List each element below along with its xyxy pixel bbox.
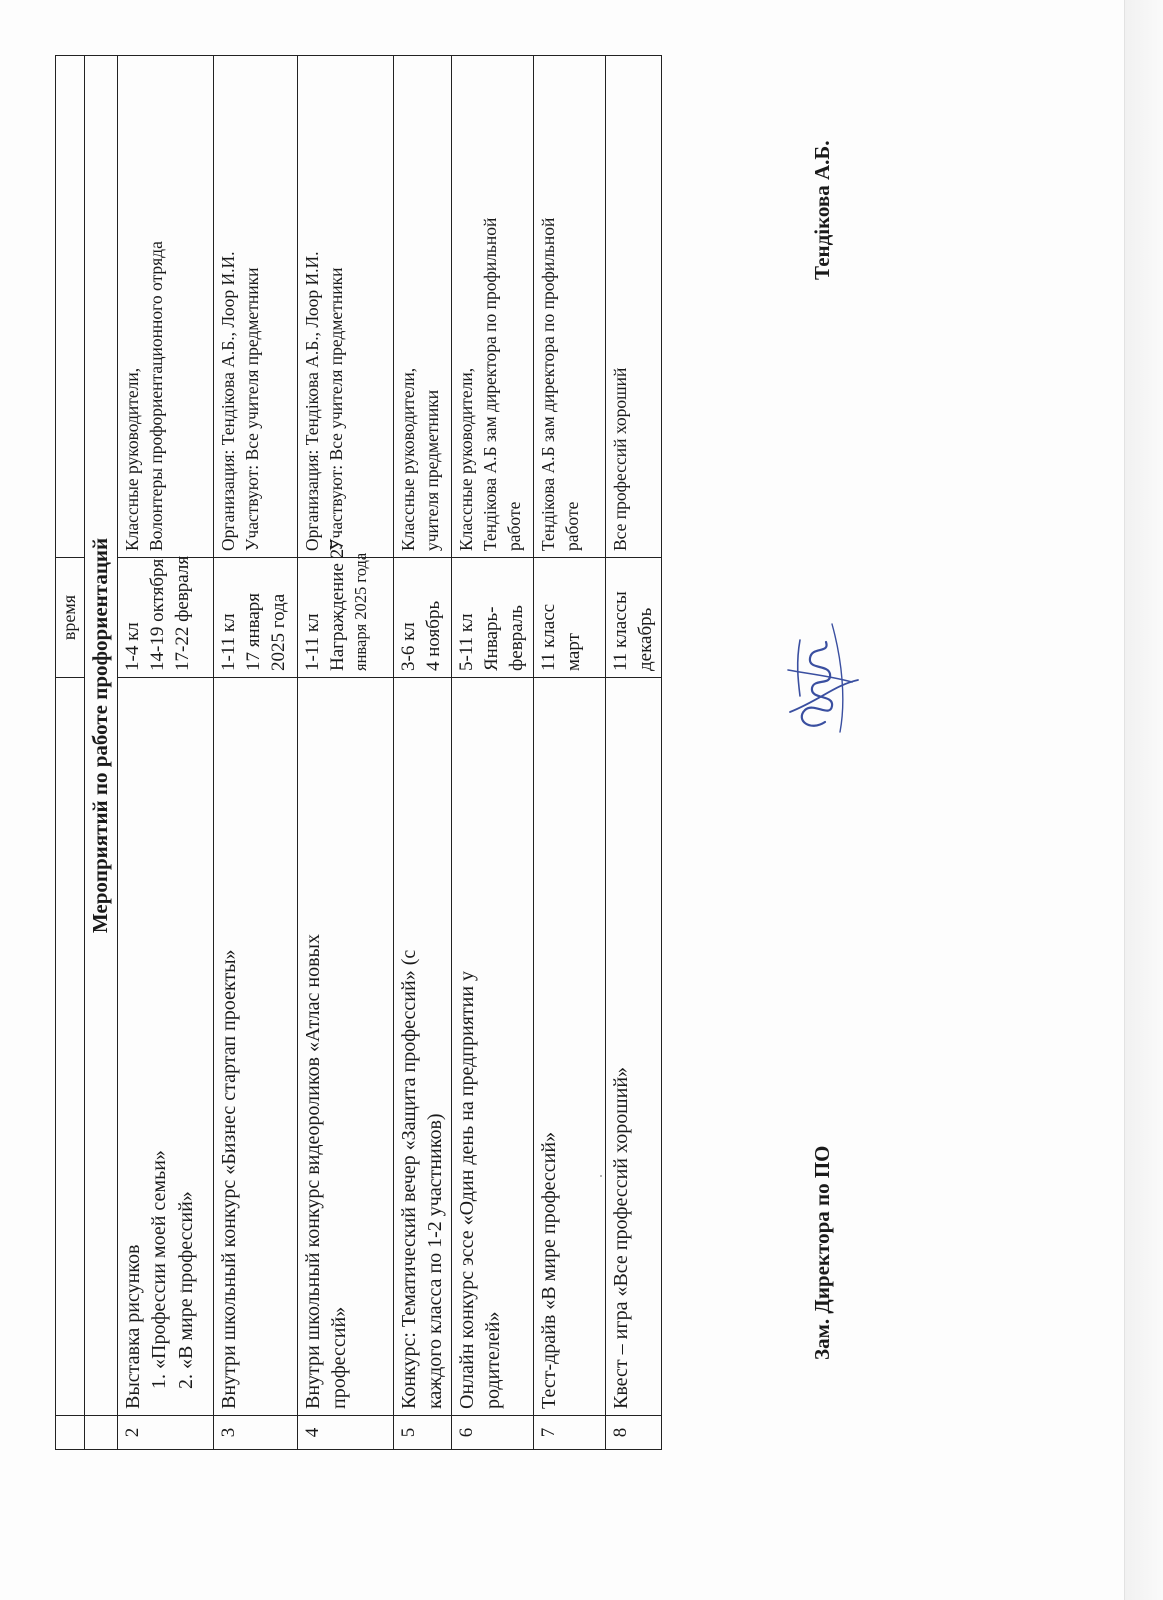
row-number: 5 bbox=[393, 1416, 451, 1450]
row-number: 8 bbox=[605, 1416, 661, 1450]
event-cell bbox=[213, 678, 297, 1416]
time-cell bbox=[213, 558, 297, 678]
row-number: 6 bbox=[451, 1416, 533, 1450]
footer-position: Зам. Директора по ПО bbox=[810, 1145, 834, 1360]
responsible-text: Все профессий хороший bbox=[609, 367, 630, 551]
responsible-text: Классные руководители, bbox=[397, 367, 418, 551]
header-cell-resp bbox=[56, 56, 85, 558]
responsible-cell bbox=[533, 56, 605, 558]
event-cell bbox=[533, 678, 605, 1416]
responsible-text: Участвуют: Все учителя предметники bbox=[241, 267, 262, 551]
responsible-text: учителя предметники bbox=[421, 389, 442, 551]
responsible-cell bbox=[213, 56, 297, 558]
event-text: Внутри школьный конкурс «Бизнес стартап проекты» bbox=[217, 949, 240, 1409]
event-cell bbox=[451, 678, 533, 1416]
table-row bbox=[533, 56, 605, 1450]
title-cell-num bbox=[85, 1416, 118, 1450]
row-number: 2 bbox=[117, 1416, 213, 1450]
time-text: декабрь bbox=[634, 607, 656, 671]
table-row bbox=[117, 56, 213, 1450]
table-row bbox=[393, 56, 451, 1450]
table-row bbox=[297, 56, 393, 1450]
time-text: февраль bbox=[505, 605, 527, 671]
time-text: 14-19 октября bbox=[146, 558, 168, 671]
time-text: 1-11 кл bbox=[217, 613, 239, 671]
table-row bbox=[451, 56, 533, 1450]
responsible-text: Организация: Тендікова А.Б., Лоор И.И. bbox=[217, 251, 238, 551]
time-text: 11 класс bbox=[537, 603, 559, 671]
row-number: 4 bbox=[297, 1416, 393, 1450]
responsible-text: Волонтеры профориентационного отряда bbox=[145, 241, 166, 551]
row-number: 3 bbox=[213, 1416, 297, 1450]
time-text: 3-6 кл bbox=[397, 622, 419, 671]
time-cell bbox=[297, 539, 393, 678]
responsible-cell bbox=[605, 56, 661, 558]
responsible-cell bbox=[297, 56, 393, 558]
time-cell bbox=[605, 558, 661, 678]
event-text: родителей» bbox=[481, 1311, 504, 1409]
time-text: января 2025 года bbox=[350, 552, 370, 671]
responsible-text: работе bbox=[561, 501, 582, 551]
event-cell bbox=[117, 678, 213, 1416]
list-item: 2. «В мире профессий» bbox=[173, 684, 199, 1369]
event-sublist bbox=[146, 684, 199, 1409]
time-text: 2025 года bbox=[267, 593, 289, 671]
responsible-text: Классные руководители, bbox=[121, 367, 142, 551]
time-text: 4 ноябрь bbox=[422, 600, 444, 671]
event-text: Квест – игра «Все профессий хороший» bbox=[609, 1066, 632, 1409]
footer-signatory-name: Тендікова А.Б. bbox=[810, 140, 834, 280]
event-text: Тест-драйв «В мире профессий» bbox=[537, 1131, 560, 1409]
table-row bbox=[605, 56, 661, 1450]
event-text: Выставка рисунков bbox=[121, 1244, 144, 1409]
table-title: Мероприятий по работе профориентаций bbox=[85, 56, 118, 1416]
time-text: 5-11 кл bbox=[455, 613, 477, 671]
event-cell bbox=[393, 678, 451, 1416]
responsible-text: Участвуют: Все учителя предметники bbox=[325, 267, 346, 551]
header-cell-time: время bbox=[56, 558, 85, 678]
responsible-text: Тендікова А.Б зам директора по профильной bbox=[479, 217, 500, 551]
header-cell-num bbox=[56, 1416, 85, 1450]
event-text: каждого класса по 1-2 участников) bbox=[424, 1113, 447, 1409]
event-text: Внутри школьный конкурс видеороликов «Атлас новых bbox=[301, 934, 324, 1409]
time-cell bbox=[451, 558, 533, 678]
events-table bbox=[55, 55, 662, 1450]
time-cell bbox=[533, 558, 605, 678]
event-text: Онлайн конкурс эссе «Один день на предприятии у bbox=[455, 970, 478, 1409]
time-text: Награждение 27 bbox=[326, 539, 348, 671]
responsible-text: Классные руководители, bbox=[455, 367, 476, 551]
header-row bbox=[56, 56, 85, 1450]
title-row bbox=[85, 56, 118, 1450]
event-text: профессий» bbox=[328, 1306, 351, 1409]
responsible-text: Тендікова А.Б зам директора по профильной bbox=[537, 217, 558, 551]
time-text: 17-22 февраля bbox=[171, 555, 193, 671]
list-item: 1. «Профессии моей семьи» bbox=[146, 684, 172, 1369]
event-cell bbox=[297, 678, 393, 1416]
row-number: 7 bbox=[533, 1416, 605, 1450]
event-cell bbox=[605, 678, 661, 1416]
time-text: март bbox=[562, 633, 584, 671]
time-cell bbox=[117, 555, 213, 678]
time-text: 11 классы bbox=[609, 591, 631, 671]
header-cell-event bbox=[56, 678, 85, 1416]
responsible-text: Организация: Тендікова А.Б., Лоор И.И. bbox=[301, 251, 322, 551]
time-cell bbox=[393, 558, 451, 678]
time-text: 17 января bbox=[242, 592, 264, 671]
responsible-text: работе bbox=[503, 501, 524, 551]
signature-image bbox=[770, 620, 865, 740]
responsible-cell bbox=[393, 56, 451, 558]
table-row bbox=[213, 56, 297, 1450]
time-text: Январь- bbox=[480, 606, 502, 671]
event-text: Конкурс: Тематический вечер «Защита профессий» (с bbox=[397, 949, 420, 1409]
responsible-cell bbox=[117, 56, 213, 558]
time-text: 1-4 кл bbox=[121, 622, 143, 671]
rows-body bbox=[117, 56, 661, 1450]
responsible-cell bbox=[451, 56, 533, 558]
time-text: 1-11 кл bbox=[301, 613, 323, 671]
